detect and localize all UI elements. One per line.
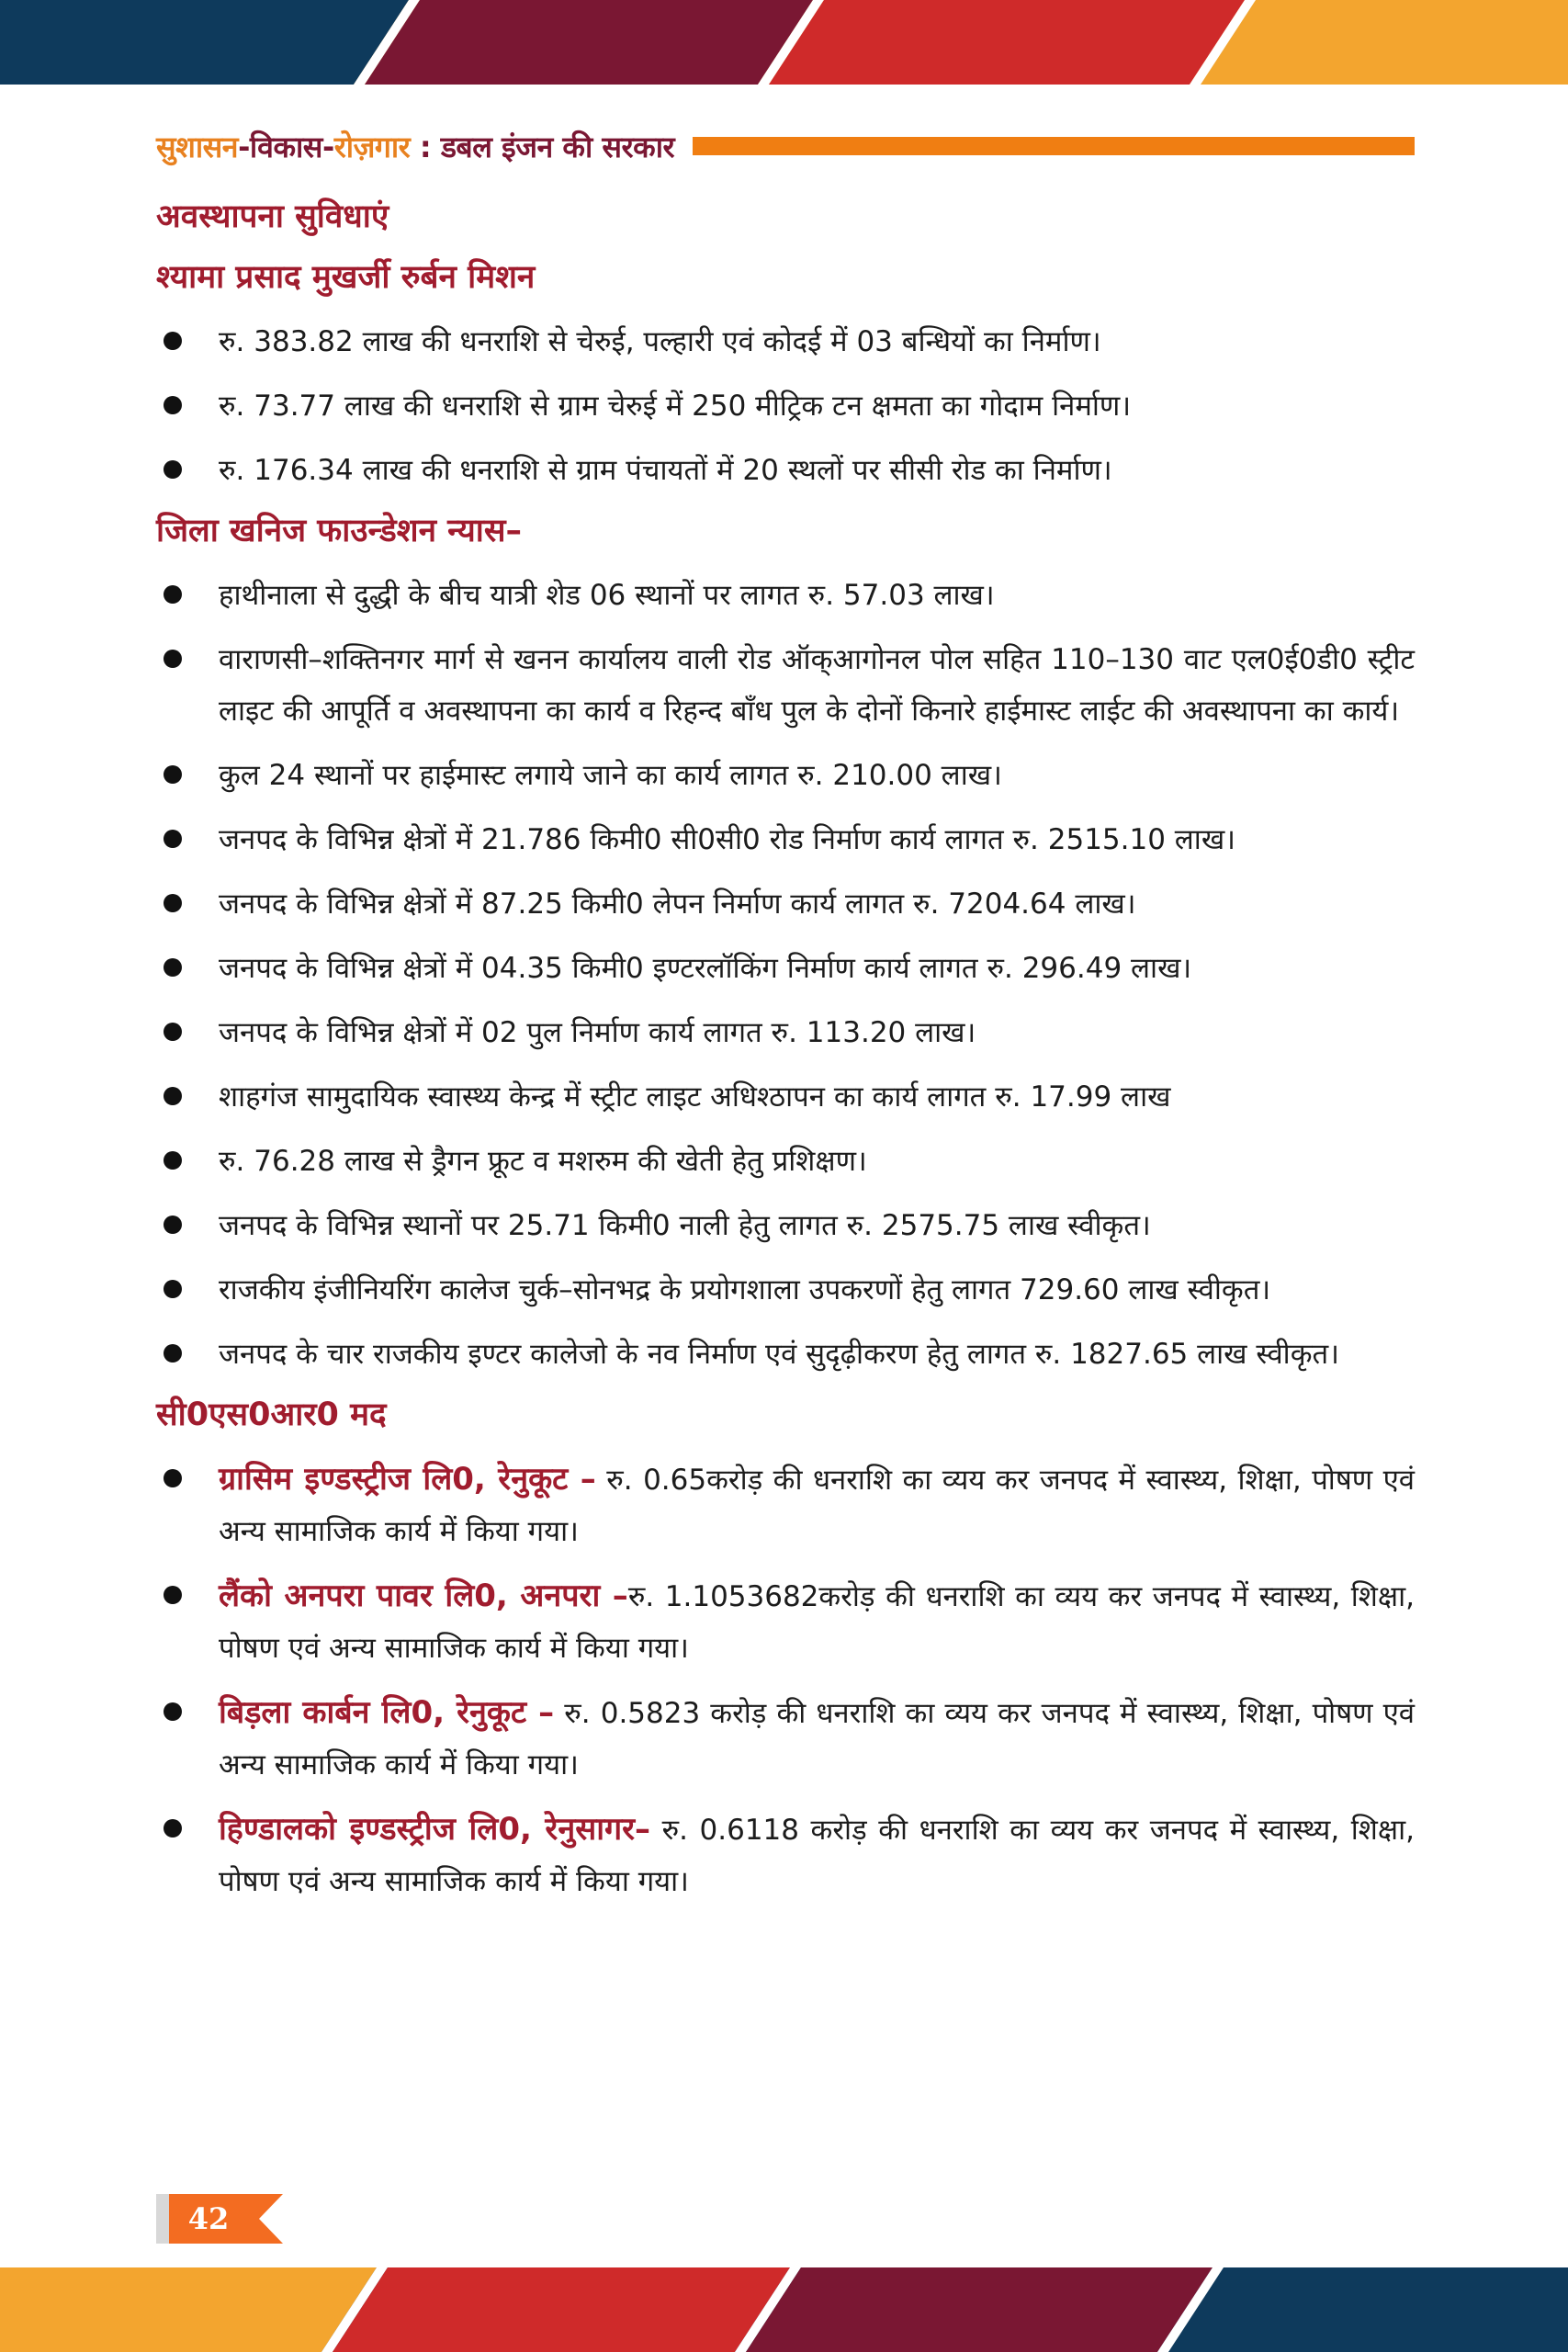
bullet-icon <box>164 460 182 479</box>
section-heading-rurban-mission: श्यामा प्रसाद मुखर्जी रुर्बन मिशन <box>156 259 536 296</box>
section-heading-dmf: जिला खनिज फाउन्डेशन न्यास– <box>156 513 523 549</box>
top-color-band <box>0 0 1568 85</box>
bullet-icon <box>164 585 182 604</box>
page-header <box>156 125 1415 167</box>
header-part-vikas: विकास <box>249 129 322 164</box>
list-item: रु. 73.77 लाख की धनराशि से ग्राम चेरुई में 250 मीट्रिक टन क्षमता का गोदाम निर्माण। <box>156 380 1415 432</box>
header-separator: - <box>321 129 334 164</box>
bullet-icon <box>164 894 182 912</box>
bullet-icon <box>164 396 182 414</box>
bullet-icon <box>164 958 182 977</box>
list-item: जनपद के चार राजकीय इण्टर कालेजो के नव निर्माण एवं सुदृढ़ीकरण हेतु लागत रु. 1827.65 लाख स्वीकृत। <box>156 1329 1415 1380</box>
bottom-color-band <box>0 2267 1568 2352</box>
bullet-icon <box>164 1023 182 1041</box>
bullet-icon <box>164 1216 182 1234</box>
bullet-icon <box>164 1344 182 1363</box>
list-item: जनपद के विभिन्न क्षेत्रों में 02 पुल निर्माण कार्य लागत रु. 113.20 लाख। <box>156 1007 1415 1058</box>
list-item: राजकीय इंजीनियरिंग कालेज चुर्क–सोनभद्र के प्रयोगशाला उपकरणों हेतु लागत 729.60 लाख स्वीकृत। <box>156 1264 1415 1316</box>
company-name: लैंको अनपरा पावर लि0, अनपरा – <box>219 1577 628 1614</box>
bullet-icon <box>164 1087 182 1105</box>
list-item: शाहगंज सामुदायिक स्वास्थ्य केन्द्र में स्ट्रीट लाइट अधिश्ठापन का कार्य लागत रु. 17.99 लाख <box>156 1071 1415 1123</box>
header-part-sushasan: सुशासन <box>156 129 239 164</box>
page-number: 42 <box>187 2201 230 2236</box>
list-item: रु. 76.28 लाख से ड्रैगन फ्रूट व मशरुम की खेती हेतु प्रशिक्षण। <box>156 1136 1415 1187</box>
csr-list <box>156 1453 1415 1907</box>
list-item: कुल 24 स्थानों पर हाईमास्ट लगाये जाने का कार्य लागत रु. 210.00 लाख। <box>156 750 1415 801</box>
list-item: जनपद के विभिन्न क्षेत्रों में 04.35 किमी0 इण्टरलॉकिंग निर्माण कार्य लागत रु. 296.49 लाख। <box>156 943 1415 994</box>
bullet-icon <box>164 1280 182 1298</box>
section-heading-csr: सी0एस0आर0 मद <box>156 1396 387 1433</box>
dmf-list <box>156 570 1415 1380</box>
bullet-icon <box>164 765 182 784</box>
bullet-icon <box>164 1151 182 1170</box>
bullet-icon <box>164 332 182 350</box>
list-item: रु. 383.82 लाख की धनराशि से चेरुई, पल्हारी एवं कोदई में 03 बन्धियों का निर्माण। <box>156 316 1415 368</box>
header-title <box>156 127 674 166</box>
list-item: जनपद के विभिन्न क्षेत्रों में 21.786 किमी0 सी0सी0 रोड निर्माण कार्य लागत रु. 2515.10 लाख। <box>156 814 1415 865</box>
header-rule <box>693 137 1415 155</box>
list-item: वाराणसी–शक्तिनगर मार्ग से खनन कार्यालय वाली रोड ऑक्आगोनल पोल सहित 110–130 वाट एल0ई0डी0 स्ट्रीट लाइट की आपूर्ति व अवस्थापना का कार्य व रिहन्द बाँध पुल के दोनों किनारे हाईमास्ट लाईट की अवस्थापना का कार्य। <box>156 634 1415 737</box>
list-item: ग्रासिम इण्डस्ट्रीज लि0, रेनुकूट – रु. 0.65करोड़ की धनराशि का व्यय कर जनपद में स्वास्थ्य, शिक्षा, पोषण एवं अन्य सामाजिक कार्य में किया गया। <box>156 1453 1415 1557</box>
list-item: जनपद के विभिन्न क्षेत्रों में 87.25 किमी0 लेपन निर्माण कार्य लागत रु. 7204.64 लाख। <box>156 878 1415 930</box>
bullet-icon <box>164 650 182 668</box>
main-content <box>156 195 1415 1920</box>
header-part-double-engine: : डबल इंजन की सरकार <box>410 129 675 164</box>
header-separator: - <box>238 129 250 164</box>
bullet-icon <box>164 1469 182 1487</box>
bullet-icon <box>164 1819 182 1838</box>
list-item: लैंको अनपरा पावर लि0, अनपरा –रु. 1.1053682करोड़ की धनराशि का व्यय कर जनपद में स्वास्थ्य, शिक्षा, पोषण एवं अन्य सामाजिक कार्य में किया गया। <box>156 1570 1415 1674</box>
bullet-icon <box>164 1702 182 1721</box>
bullet-icon <box>164 1586 182 1604</box>
company-name: बिड़ला कार्बन लि0, रेनुकूट – <box>219 1694 555 1731</box>
header-part-rozgar: रोज़गार <box>333 129 411 164</box>
list-item: हिण्डालको इण्डस्ट्रीज लि0, रेनुसागर– रु. 0.6118 करोड़ की धनराशि का व्यय कर जनपद में स्वास्थ्य, शिक्षा, पोषण एवं अन्य सामाजिक कार्य में किया गया। <box>156 1804 1415 1907</box>
rurban-list <box>156 316 1415 496</box>
company-name: ग्रासिम इण्डस्ट्रीज लि0, रेनुकूट – <box>219 1461 596 1498</box>
list-item: हाथीनाला से दुद्धी के बीच यात्री शेड 06 स्थानों पर लागत रु. 57.03 लाख। <box>156 570 1415 621</box>
page-number-tab <box>156 2194 285 2244</box>
list-item: बिड़ला कार्बन लि0, रेनुकूट – रु. 0.5823 करोड़ की धनराशि का व्यय कर जनपद में स्वास्थ्य, शिक्षा, पोषण एवं अन्य सामाजिक कार्य में किया गया। <box>156 1687 1415 1791</box>
list-item: जनपद के विभिन्न स्थानों पर 25.71 किमी0 नाली हेतु लागत रु. 2575.75 लाख स्वीकृत। <box>156 1200 1415 1251</box>
section-heading-infrastructure: अवस्थापना सुविधाएं <box>156 198 389 235</box>
list-item: रु. 176.34 लाख की धनराशि से ग्राम पंचायतों में 20 स्थलों पर सीसी रोड का निर्माण। <box>156 445 1415 496</box>
bullet-icon <box>164 830 182 848</box>
company-name: हिण्डालको इण्डस्ट्रीज लि0, रेनुसागर– <box>219 1811 651 1848</box>
